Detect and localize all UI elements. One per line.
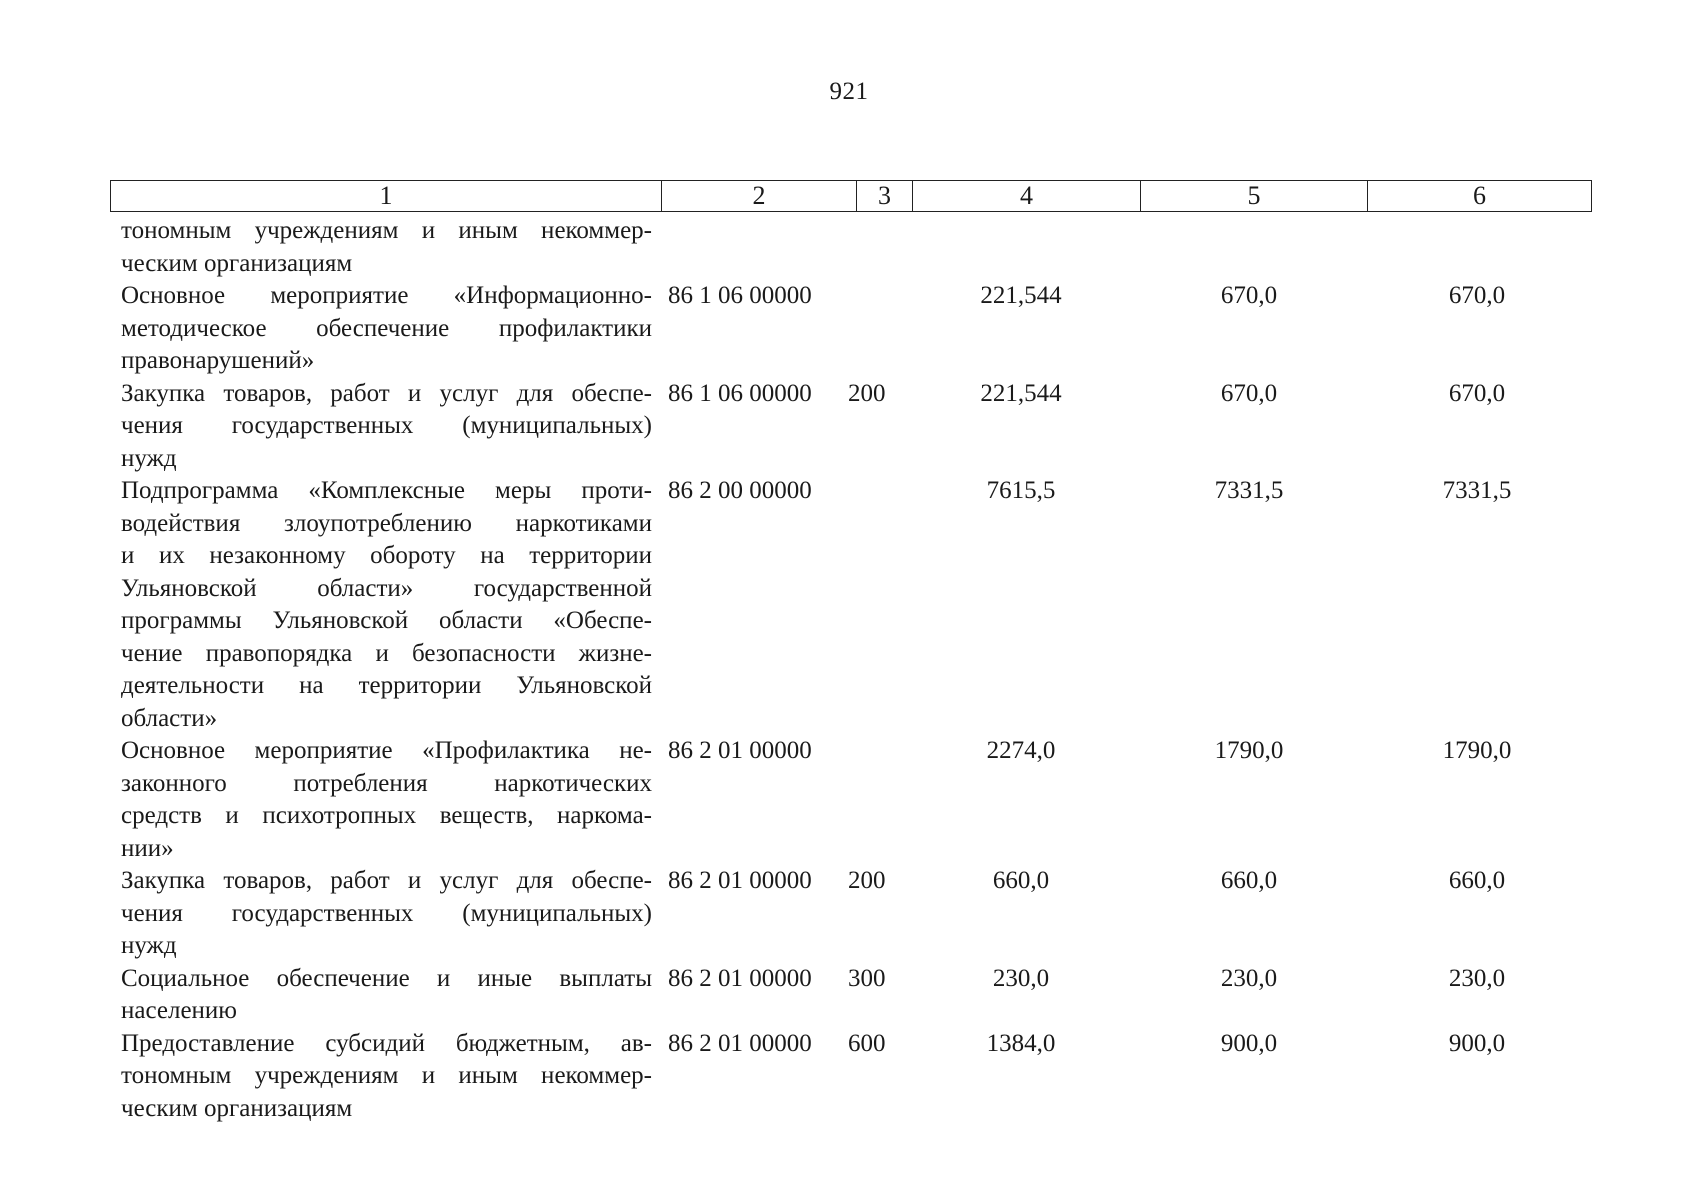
row-target-code: 86 2 01 00000 (668, 1029, 812, 1057)
description-line: ческим организациям (121, 249, 353, 277)
row-value-col-4: 1384,0 (986, 1029, 1056, 1057)
table-header (110, 180, 1592, 212)
row-description (110, 280, 652, 378)
row-value-col-6: 670,0 (1448, 282, 1506, 309)
row-value-col-5 (1135, 215, 1363, 280)
row-value-col-4: 7615,5 (986, 477, 1056, 504)
description-line: Закупка товаров, работ и услуг для обеспе- (121, 379, 652, 407)
description-line: методическое обеспечение профилактики (121, 314, 652, 342)
description-line: и их незаконному обороту на территории (121, 542, 652, 569)
row-value-col-5: 7331,5 (1214, 477, 1284, 504)
table-row (110, 865, 1592, 963)
row-value-col-6: 660,0 (1448, 867, 1506, 894)
row-target-code: 86 1 06 00000 (668, 379, 812, 407)
row-value-col-4: 230,0 (992, 964, 1050, 992)
header-col-6: 6 (1473, 181, 1486, 210)
row-description (110, 963, 652, 1028)
description-line: Предоставление субсидий бюджетным, ав- (121, 1029, 652, 1057)
description-line: нужд (121, 444, 177, 472)
header-col-4: 4 (913, 181, 1141, 211)
header-col-5: 5 (1141, 181, 1368, 211)
row-expense-type (842, 735, 907, 865)
row-expense-type (842, 215, 907, 280)
row-value-col-4 (907, 215, 1135, 280)
row-target-code (652, 215, 842, 280)
header-col-3: 3 (857, 181, 913, 211)
row-target-code: 86 2 01 00000 (668, 867, 812, 894)
row-target-code: 86 2 01 00000 (668, 737, 812, 764)
description-line: правонарушений» (121, 347, 315, 374)
description-line: Основное мероприятие «Информационно- (121, 282, 652, 309)
row-description (110, 378, 652, 476)
row-value-col-6: 900,0 (1448, 1029, 1506, 1057)
row-description (110, 735, 652, 865)
row-value-col-5: 670,0 (1220, 282, 1278, 309)
description-line: средств и психотропных веществ, наркома- (121, 802, 652, 829)
row-value-col-5: 900,0 (1220, 1029, 1278, 1057)
row-value-col-6: 7331,5 (1442, 477, 1512, 504)
description-line: Ульяновской области» государственной (121, 574, 652, 602)
description-line: Основное мероприятие «Профилактика не- (121, 737, 652, 764)
description-line: нужд (121, 932, 177, 959)
row-value-col-5: 670,0 (1220, 379, 1278, 407)
row-description (110, 215, 652, 280)
description-line: чения государственных (муниципальных) (121, 899, 652, 927)
description-line: населению (121, 997, 237, 1024)
row-target-code: 86 2 01 00000 (668, 964, 812, 992)
description-line: Закупка товаров, работ и услуг для обеспе- (121, 867, 652, 894)
description-line: деятельности на территории Ульяновской (121, 672, 652, 699)
row-value-col-4: 660,0 (992, 867, 1050, 894)
table-row (110, 1028, 1592, 1126)
table-row (110, 735, 1592, 865)
row-description (110, 1028, 652, 1126)
table-row (110, 963, 1592, 1028)
row-description (110, 865, 652, 963)
row-value-col-6: 230,0 (1448, 964, 1506, 992)
row-target-code: 86 1 06 00000 (668, 282, 812, 309)
header-col-1: 1 (111, 181, 662, 211)
description-line: тономным учреждениям и иным некоммер- (121, 1062, 652, 1089)
description-line: ческим организациям (121, 1094, 353, 1122)
row-target-code: 86 2 00 00000 (668, 477, 812, 504)
page-number: 921 (829, 78, 869, 105)
row-value-col-4: 2274,0 (986, 737, 1056, 764)
row-expense-type: 200 (848, 867, 886, 894)
row-value-col-5: 1790,0 (1214, 737, 1284, 764)
row-expense-type: 600 (848, 1029, 886, 1057)
row-value-col-6: 1790,0 (1442, 737, 1512, 764)
description-line: Социальное обеспечение и иные выплаты (121, 964, 652, 992)
description-line: программы Ульяновской области «Обеспе- (121, 607, 652, 634)
row-value-col-6 (1363, 215, 1591, 280)
table-row (110, 378, 1592, 476)
description-line: чения государственных (муниципальных) (121, 412, 652, 439)
row-value-col-5: 660,0 (1220, 867, 1278, 894)
description-line: тономным учреждениям и иным некоммер- (121, 217, 652, 244)
row-value-col-4: 221,544 (980, 379, 1062, 407)
row-expense-type: 200 (848, 379, 886, 407)
description-line: нии» (121, 834, 174, 862)
row-description (110, 475, 652, 735)
table-row (110, 475, 1592, 735)
row-value-col-5: 230,0 (1220, 964, 1278, 992)
description-line: законного потребления наркотических (121, 769, 652, 797)
row-value-col-4: 221,544 (980, 282, 1062, 309)
description-line: области» (121, 704, 218, 732)
row-expense-type: 300 (848, 964, 886, 992)
description-line: водействия злоупотреблению наркотиками (121, 509, 652, 537)
table-row (110, 280, 1592, 378)
table-row (110, 215, 1592, 280)
description-line: чение правопорядка и безопасности жизне- (121, 639, 652, 667)
row-value-col-6: 670,0 (1448, 379, 1506, 407)
row-expense-type (842, 280, 907, 378)
description-line: Подпрограмма «Комплексные меры проти- (121, 477, 652, 504)
header-col-2: 2 (662, 181, 857, 211)
row-expense-type (842, 475, 907, 735)
table-body (110, 215, 1592, 1125)
